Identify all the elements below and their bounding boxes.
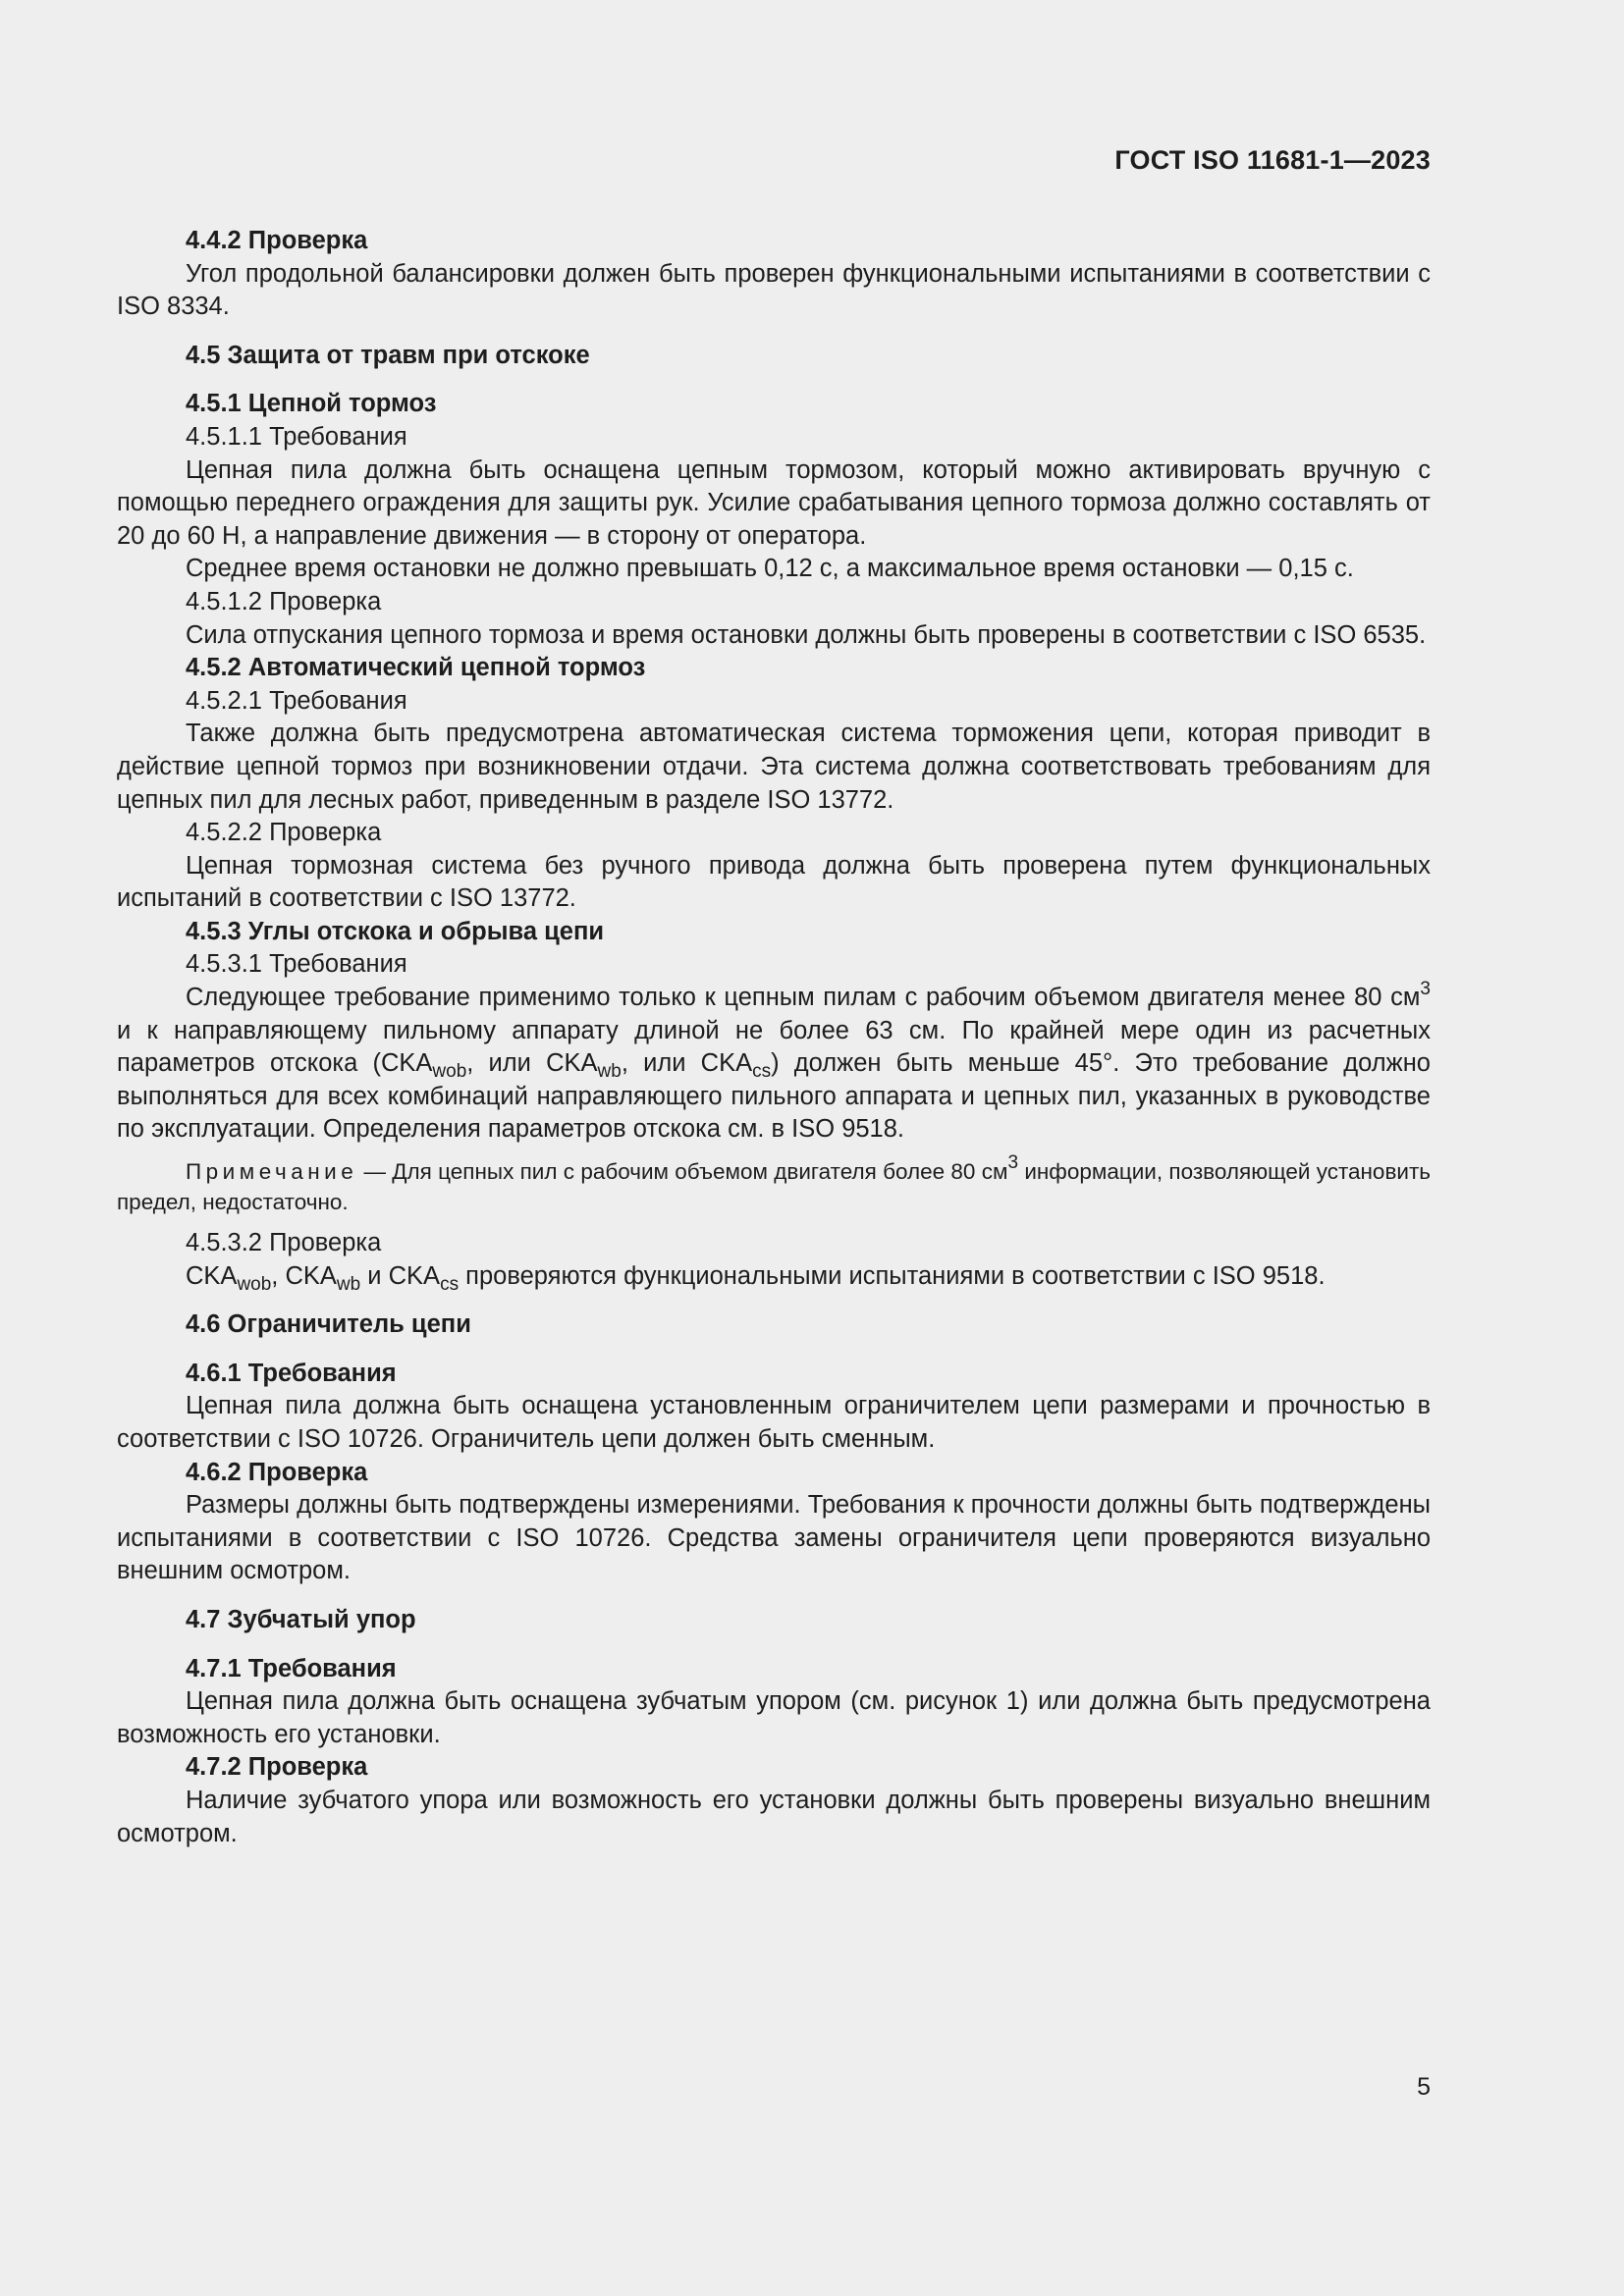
spacer [117,1293,1431,1308]
section-4-7-title: 4.7 Зубчатый упор [186,1605,416,1633]
spacer [117,1588,1431,1604]
section-4-4-2-text: Угол продольной балансировки должен быть проверен функциональными испытаниями в соответствии с ISO 8334. [117,259,1431,321]
section-4-5-3-1-text: Следующее требование применимо только к цепным пилам с рабочим объемом двигателя менее 80 $см^3$ и к направляющему пильному аппарату длиной не более 63 см. По крайней мере один из расчетных параметров отскока ($CKA_{wob}$, или $CKA_{wb}$, или $CKA_{cs}$) должен быть меньше 45°. Это требование должно выполняться для всех комбинаций направляющего пильного аппарата и цепных пил, указанных в руководстве по эксплуатации. Определения параметров отскока см. в ISO 9518. [117,979,1431,1144]
section-4-5-3-1-title: 4.5.3.1 Требования [186,950,407,979]
section-4-5-1-1-paragraph-2: Среднее время остановки не должно превышать 0,12 с, а максимальное время остановки — 0,15 с. [186,555,1354,583]
section-4-5-3-title: 4.5.3 Углы отскока и обрыва цепи [186,917,605,945]
note-label: Примечание [186,1159,358,1185]
spacer [117,324,1431,340]
document-header: ГОСТ ISO 11681-1—2023 [1114,145,1431,175]
section-4-5-2-2-title: 4.5.2.2 Проверка [186,819,382,847]
section-4-6-1-text: Цепная пила должна быть оснащена установленным ограничителем цепи размерами и прочностью в соответствии с ISO 10726. Ограничитель цепи должен быть сменным. [117,1392,1431,1453]
section-4-5-1-1-paragraph-1: Цепная пила должна быть оснащена цепным тормозом, который можно активировать вручную с помощью переднего ограждения для защиты рук. Усилие срабатывания цепного тормоза должно составлять от 20 до 60 Н, а направление движения — в сторону от оператора. [117,455,1431,550]
page-number: 5 [1417,2073,1431,2101]
section-4-5-1-1-title: 4.5.1.1 Требования [186,422,407,451]
section-4-6-title: 4.6 Ограничитель цепи [186,1310,471,1339]
section-4-6-2-text: Размеры должны быть подтверждены измерениями. Требования к прочности должны быть подтверждены испытаниями в соответствии с ISO 10726. Средства замены ограничителя цепи проверяются визуально внешним осмотром. [117,1491,1431,1585]
section-4-5-2-1-title: 4.5.2.1 Требования [186,686,407,715]
section-4-5-1-2-title: 4.5.1.2 Проверка [186,587,382,615]
section-4-7-1-text: Цепная пила должна быть оснащена зубчатым упором (см. рисунок 1) или должна быть предусмотрена возможность его установки. [117,1687,1431,1748]
section-4-5-1-title: 4.5.1 Цепной тормоз [186,390,437,418]
section-4-7-2-title: 4.7.2 Проверка [186,1753,368,1782]
note: Примечание — Для цепных пил с рабочим объемом двигателя более 80 $см^3$ информации, позволяющей установить предел, недостаточно. [117,1152,1431,1215]
section-4-5-1-2-text: Сила отпускания цепного тормоза и время остановки должны быть проверены в соответствии с ISO 6535. [186,620,1427,649]
section-4-5-2-title: 4.5.2 Автоматический цепной тормоз [186,654,646,682]
spacer [117,1217,1431,1227]
section-4-6-2-title: 4.6.2 Проверка [186,1458,368,1486]
spacer [117,1342,1431,1358]
section-4-5-2-2-text: Цепная тормозная система без ручного привода должна быть проверена путем функциональных испытаний в соответствии с ISO 13772. [117,851,1431,913]
section-4-7-1-title: 4.7.1 Требования [186,1654,397,1682]
section-4-5-3-2-title: 4.5.3.2 Проверка [186,1229,382,1257]
section-4-5-2-1-text: Также должна быть предусмотрена автоматическая система торможения цепи, которая приводит в действие цепной тормоз при возникновении отдачи. Эта система должна соответствовать требованиям для цепных пил для лесных работ, приведенным в разделе ISO 13772. [117,720,1431,814]
page-content [117,225,1431,1850]
spacer [117,1147,1431,1156]
section-4-5-3-2-text: $CKA_{wob}$, $CKA_{wb}$ и $CKA_{cs}$ проверяются функциональными испытаниями в соответствии с ISO 9518. [186,1261,1326,1295]
section-4-4-2-title: 4.4.2 Проверка [186,227,368,254]
section-4-7-2-text: Наличие зубчатого упора или возможность его установки должны быть проверены визуально внешним осмотром. [117,1786,1431,1847]
section-4-5-title: 4.5 Защита от травм при отскоке [186,341,590,369]
section-4-6-1-title: 4.6.1 Требования [186,1359,397,1387]
spacer [117,372,1431,388]
spacer [117,1637,1431,1653]
